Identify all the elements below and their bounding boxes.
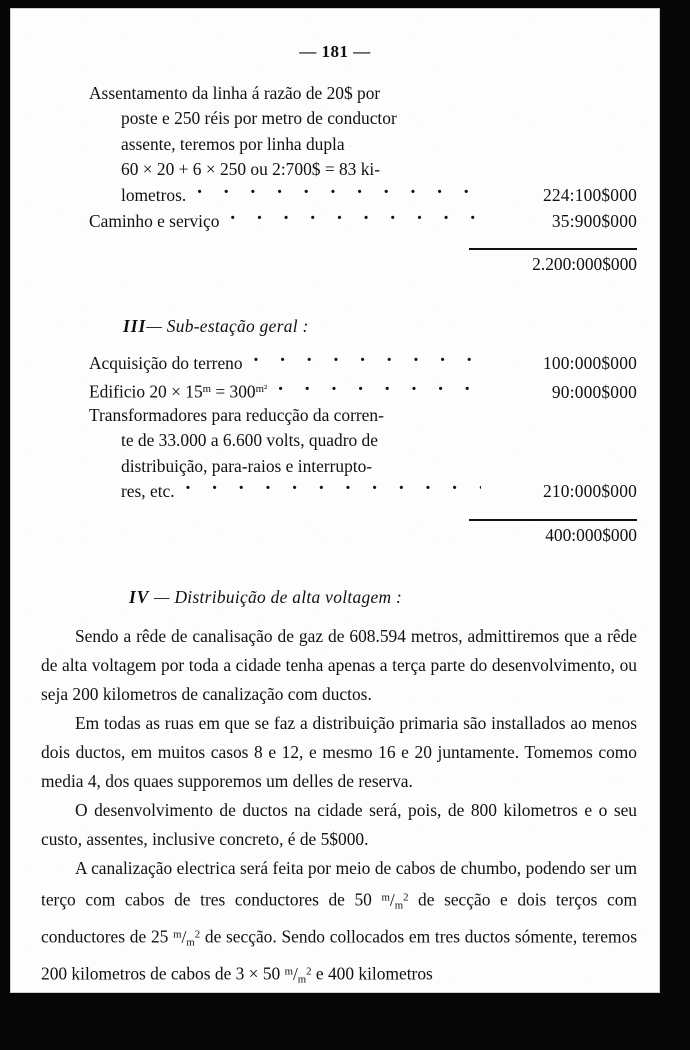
final-para-part3: de secção. Sendo collocados em tres ductos sómente, teremos 200 kilometros de cabos de 3 × 50 [41, 926, 638, 984]
unit-slash: / [389, 889, 395, 910]
section-dash: — [154, 586, 170, 607]
cost-row-amount: 90:000$000 [551, 381, 637, 402]
cost-row-amount: 224:100$000 [543, 184, 637, 205]
section-title: Distribuição de alta voltagem : [174, 586, 403, 607]
unit-mm2-1 [381, 890, 408, 910]
cost-row-amount: 210:000$000 [543, 481, 637, 502]
leader-dots [253, 352, 481, 369]
cost-row-label: res, etc. [121, 481, 175, 502]
section-numeral: IV [129, 586, 150, 607]
unit-superscript-m2: m² [255, 382, 268, 395]
transformer-entry-line: te de 33.000 a 6.600 volts, quadro de [121, 430, 378, 451]
leader-dots [196, 184, 481, 201]
final-para-part4: e 400 kilometros [311, 963, 433, 984]
unit-numerator: m [173, 928, 182, 941]
page-number: — 181 — [299, 42, 371, 61]
cost-row-label: Acquisição do terreno [89, 353, 243, 374]
subtotal-row [11, 523, 659, 549]
transformer-entry-line: Transformadores para reducção da corren- [89, 404, 384, 425]
final-para-part2: de secção e dois terços com conductores de 25 [41, 889, 637, 947]
total-rule [11, 242, 659, 252]
unit-exponent: 2 [194, 928, 201, 941]
building-dimension-prefix: Edificio 20 × 15 [89, 381, 203, 402]
unit-exponent: 2 [306, 965, 312, 978]
body-paragraph: Sendo a rêde de canalisação de gaz de 608.594 metros, admittiremos que a rêde de alta voltagem por toda a cidade tenha apenas a terça parte do desenvolvimento, ou seja 200 kilometros de canalização com ductos. [41, 626, 637, 705]
unit-mm2-2 [173, 927, 200, 947]
cost-entry-line: assente, teremos por linha dupla [121, 133, 345, 154]
unit-denominator: m [186, 936, 195, 949]
section-dash: — [146, 315, 163, 336]
body-paragraph: Em todas as ruas em que se faz a distribuição primaria são installados ao menos dois ductos, em muitos casos 8 e 12, e mesmo 16 e 20 juntamente. Tomemos como media 4, dos quaes supporemos um delles de reserva. [41, 713, 637, 792]
cost-row-amount: 100:000$000 [543, 353, 637, 374]
unit-numerator: m [284, 965, 293, 978]
unit-denominator: m [297, 973, 307, 985]
cost-entry-line: poste e 250 réis por metro de conductor [121, 108, 397, 129]
cost-row [89, 183, 637, 209]
body-paragraph-final [11, 854, 659, 992]
cost-entry-line: 60 × 20 + 6 × 250 ou 2:700$ = 83 ki- [121, 159, 381, 180]
scanned-page [11, 9, 659, 992]
total-rule [11, 513, 659, 523]
cost-list-top [11, 81, 659, 235]
cost-row-label: Caminho e serviço [89, 210, 220, 231]
cost-row-label [89, 377, 267, 405]
cost-entry-line: Assentamento da linha á razão de 20$ por [89, 82, 381, 103]
unit-denominator: m [394, 899, 404, 912]
unit-exponent: 2 [403, 891, 409, 904]
unit-mm2-3 [285, 964, 312, 984]
section-numeral: III [123, 315, 147, 336]
cost-row [89, 479, 637, 505]
cost-row-amount: 35:900$000 [551, 210, 637, 231]
section-title: Sub-estação geral : [166, 315, 309, 336]
transformer-entry-line: distribuição, para-raios e interrupto- [121, 455, 373, 476]
leader-dots [229, 209, 481, 226]
unit-numerator: m [381, 891, 390, 904]
unit-superscript-m: m [202, 382, 212, 395]
section-heading-iv [11, 585, 659, 611]
section-heading-iii [11, 314, 659, 340]
leader-dots [185, 480, 481, 497]
subtotal-amount: 400:000$000 [545, 524, 637, 545]
cost-row-label: lometros. [121, 184, 187, 205]
cost-row [89, 209, 637, 235]
subtotal-amount: 2.200:000$000 [532, 254, 637, 275]
cost-row [89, 377, 637, 403]
subtotal-row [11, 252, 659, 278]
unit-slash: / [181, 926, 187, 947]
leader-dots [277, 380, 481, 397]
body-paragraph: O desenvolvimento de ductos na cidade será, pois, de 800 kilometros e o seu custo, assentes, inclusive concreto, é de 5$000. [41, 800, 637, 850]
final-para-part1: A canalização electrica será feita por meio de cabos de chumbo, podendo ser um terço com cabos de tres conductores de 50 [41, 858, 637, 910]
cost-row [89, 351, 637, 377]
cost-list-section-iii [11, 351, 659, 505]
unit-slash: / [292, 963, 298, 984]
building-dimension-mid: = 300 [211, 381, 256, 402]
